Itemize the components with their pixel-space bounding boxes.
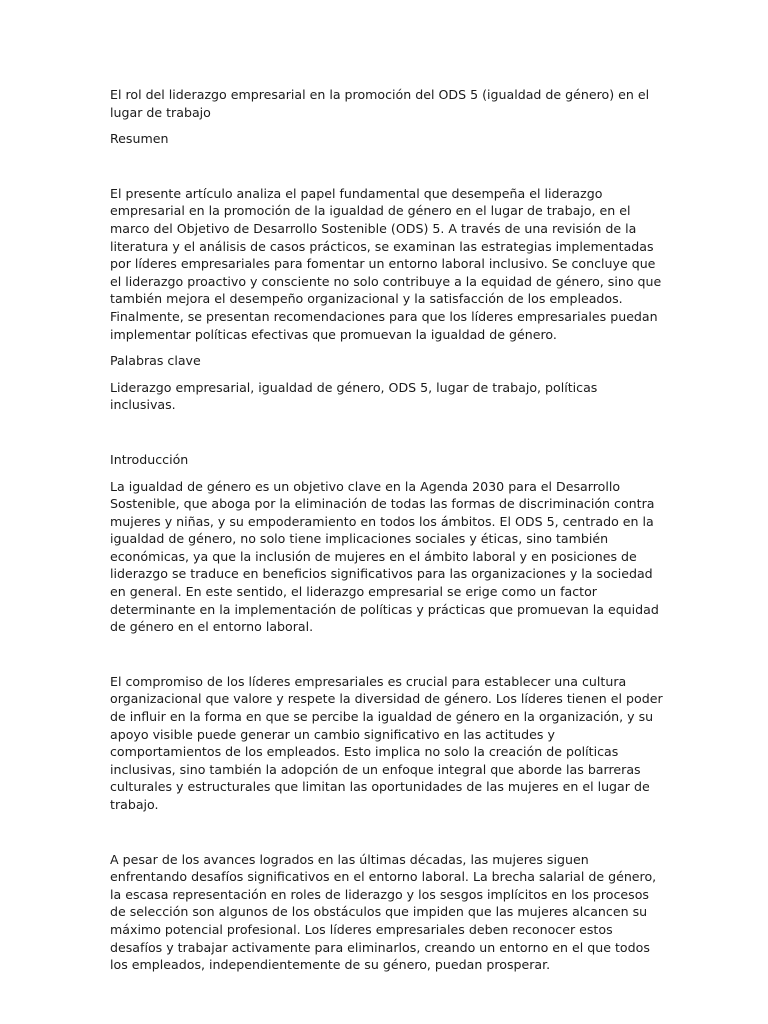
- intro-paragraph-1: La igualdad de género es un objetivo clave en la Agenda 2030 para el Desarrollo Sostenible, que aboga por la eliminación de todas las formas de discriminación contra mujeres y niñas, y su empoderamiento en todos los ámbitos. El ODS 5, centrado en la igualdad de género, no solo tiene implicaciones sociales y éticas, sino también económicas, ya que la inclusión de mujeres en el ámbito laboral y en posiciones de liderazgo se traduce en beneficios significativos para las organizaciones y la sociedad en general. En este sentido, el liderazgo empresarial se erige como un factor determinante en la implementación de políticas y prácticas que promuevan la equidad de género en el entorno laboral.: [110, 478, 659, 635]
- abstract-paragraph: El presente artículo analiza el papel fundamental que desempeña el liderazgo empresarial en la promoción de la igualdad de género en el lugar de trabajo, en el marco del Objetivo de Desarrollo Sostenible (ODS) 5. A través de una revisión de la literatura y el análisis de casos prácticos, se examinan las estrategias implementadas por líderes empresariales para fomentar un entorno laboral inclusivo. Se concluye que el liderazgo proactivo y consciente no solo contribuye a la equidad de género, sino que también mejora el desempeño organizacional y la satisfacción de los empleados. Finalmente, se presentan recomendaciones para que los líderes empresariales puedan implementar políticas efectivas que promuevan la igualdad de género.: [110, 185, 662, 342]
- intro-paragraph-2: El compromiso de los líderes empresariales es crucial para establecer una cultura organizacional que valore y respete la diversidad de género. Los líderes tienen el poder de influir en la forma en que se percibe la igualdad de género en la organización, y su apoyo visible puede generar un cambio significativo en las actitudes y comportamientos de los empleados. Esto implica no solo la creación de políticas inclusivas, sino también la adopción de un enfoque integral que aborde las barreras culturales y estructurales que limitan las oportunidades de las mujeres en el lugar de trabajo.: [110, 673, 663, 812]
- keywords-heading: Palabras clave: [110, 353, 201, 369]
- intro-paragraph-3: A pesar de los avances logrados en las últimas décadas, las mujeres siguen enfrentando desafíos significativos en el entorno laboral. La brecha salarial de género, la escasa representación en roles de liderazgo y los sesgos implícitos en los procesos de selección son algunos de los obstáculos que impiden que las mujeres alcancen su máximo potencial profesional. Los líderes empresariales deben reconocer estos desafíos y trabajar activamente para eliminarlos, creando un entorno en el que todos los empleados, independientemente de su género, puedan prosperar.: [110, 851, 657, 973]
- keywords-paragraph: Liderazgo empresarial, igualdad de género, ODS 5, lugar de trabajo, políticas inclusivas.: [110, 379, 598, 413]
- introduction-heading: Introducción: [110, 451, 189, 467]
- document-title: El rol del liderazgo empresarial en la promoción del ODS 5 (igualdad de género) en el lugar de trabajo: [110, 87, 650, 120]
- abstract-heading: Resumen: [110, 131, 169, 147]
